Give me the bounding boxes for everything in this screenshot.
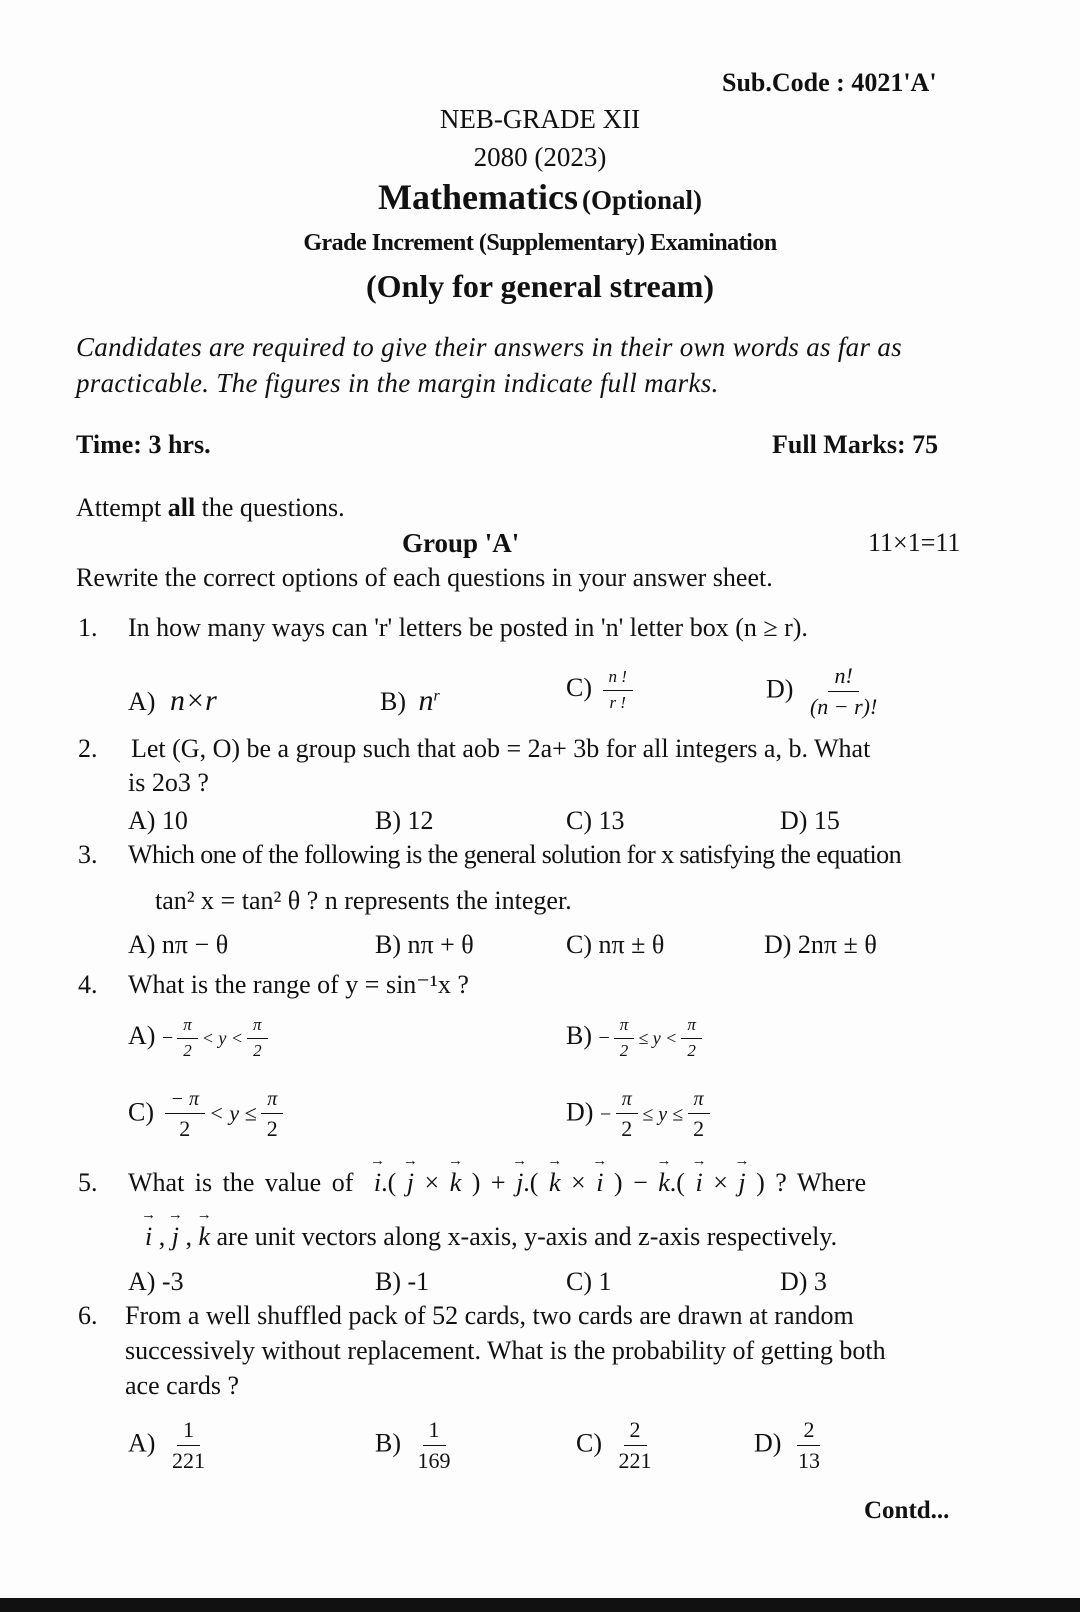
q3-option-b: B) nπ + θ: [375, 930, 474, 959]
q3-option-a: A) nπ − θ: [128, 930, 229, 959]
q4-d-den: 2: [621, 1116, 633, 1141]
q6-c-den: 221: [618, 1448, 652, 1474]
q4-b-label: B): [566, 1021, 592, 1051]
q4-b-den: 2: [619, 1040, 629, 1060]
q6-option-c: [576, 1418, 662, 1473]
q6-d-den: 13: [797, 1448, 820, 1474]
full-marks: Full Marks: 75: [772, 430, 939, 459]
time-allowed: Time: 3 hrs.: [76, 430, 211, 459]
q2-option-c: C) 13: [566, 806, 625, 835]
q6-option-a: [128, 1418, 215, 1473]
group-instruction: Rewrite the correct options of each questions in your answer sheet.: [76, 563, 773, 592]
q3-option-c: C) nπ ± θ: [566, 930, 665, 959]
q4-d-minus: −: [599, 1103, 612, 1126]
q4-c-den: 2: [179, 1116, 191, 1141]
question-1-number: 1.: [78, 613, 98, 642]
group-title: Group 'A': [402, 528, 520, 558]
group-marks: 11×1=11: [868, 528, 961, 557]
q4-c-den2: 2: [266, 1116, 278, 1141]
q6-c-label: C): [576, 1428, 602, 1458]
question-6-number: 6.: [78, 1301, 98, 1330]
q6-b-label: B): [375, 1428, 401, 1458]
q1-d-denominator: (n − r)!: [809, 694, 878, 720]
question-2-number: 2.: [78, 734, 98, 763]
question-3-line-2: tan² x = tan² θ ? n represents the integer.: [155, 886, 572, 915]
q3-option-d: D) 2nπ ± θ: [764, 930, 877, 959]
attempt-pre: Attempt: [76, 493, 168, 522]
q4-c-relation: < y ≤: [209, 1100, 257, 1126]
q1-b-base: n: [418, 684, 434, 717]
q5-option-a: A) -3: [128, 1267, 184, 1296]
q1-c-label: C): [566, 673, 592, 703]
q6-d-label: D): [754, 1428, 782, 1458]
q4-d-relation: ≤ y ≤: [642, 1103, 684, 1126]
question-5-line-1: [128, 1168, 866, 1198]
q4-d-label: D): [566, 1097, 594, 1127]
board-title: NEB-GRADE XII: [439, 104, 641, 134]
q6-b-den: 169: [417, 1448, 451, 1474]
q1-d-numerator: n!: [828, 664, 858, 692]
q5-option-c: C) 1: [566, 1267, 612, 1296]
q1-option-d: [766, 664, 887, 719]
q1-a-label: A): [128, 687, 156, 716]
q1-d-label: D): [766, 674, 794, 704]
q1-c-numerator: n !: [603, 668, 633, 691]
question-6-line-3: ace cards ?: [125, 1371, 240, 1400]
attempt-bold: all: [167, 493, 196, 522]
q1-option-a: [128, 684, 217, 718]
q6-a-num: 1: [177, 1418, 200, 1446]
q5-unit-vectors: → i , → j , → k: [145, 1222, 210, 1251]
bottom-edge-bar: [0, 1598, 1080, 1612]
subject-note: (Optional): [581, 185, 702, 215]
q5-pre-text: What is the value of: [128, 1168, 354, 1197]
q4-a-label: A): [128, 1021, 156, 1051]
q5-post-text: ? Where: [775, 1168, 867, 1197]
q1-c-denominator: r !: [609, 692, 626, 712]
q4-option-d: [566, 1088, 714, 1141]
q6-option-b: [375, 1418, 461, 1473]
instructions-line-1: Candidates are required to give their answers in their own words as far as: [76, 332, 902, 362]
q4-c-label: C): [128, 1097, 154, 1127]
q1-a-text: n×r: [169, 684, 217, 717]
question-4-number: 4.: [78, 970, 98, 999]
q5-line-2-text: are unit vectors along x-axis, y-axis and z-axis respectively.: [216, 1222, 838, 1251]
question-5-line-2: [145, 1222, 837, 1252]
question-6-line-1: From a well shuffled pack of 52 cards, two cards are drawn at random: [125, 1301, 854, 1330]
q4-d-den2: 2: [693, 1116, 705, 1141]
q4-option-b: [566, 1016, 706, 1060]
q1-b-label: B): [380, 687, 406, 716]
q4-option-a: [128, 1016, 272, 1060]
q4-d-num2: π: [688, 1088, 710, 1114]
q6-a-den: 221: [171, 1448, 205, 1474]
q2-option-a: A) 10: [128, 806, 188, 835]
q2-option-b: B) 12: [375, 806, 434, 835]
q1-option-b: [380, 684, 440, 718]
q4-b-num2: π: [681, 1016, 702, 1039]
q6-a-label: A): [128, 1428, 156, 1458]
q6-c-num: 2: [624, 1418, 647, 1446]
q6-d-num: 2: [797, 1418, 820, 1446]
question-6-line-2: successively without replacement. What is the probability of getting both: [125, 1336, 886, 1365]
q4-a-den: 2: [183, 1040, 192, 1060]
q5-vector-expression: → i.( → j × → k ) + → j.( → k × → i ) − → k.( → i × → j ): [374, 1168, 765, 1197]
q4-a-num: π: [177, 1016, 198, 1039]
q4-b-den2: 2: [687, 1040, 696, 1060]
q4-c-num: − π: [165, 1088, 206, 1114]
instructions-line-2: practicable. The figures in the margin indicate full marks.: [76, 368, 719, 398]
exam-name: Grade Increment (Supplementary) Examination: [303, 230, 777, 256]
q4-b-relation: ≤ y <: [638, 1028, 678, 1049]
q4-b-num: π: [614, 1016, 635, 1039]
q4-b-minus: −: [598, 1027, 610, 1050]
q4-a-minus: −: [161, 1027, 174, 1050]
q5-option-d: D) 3: [780, 1267, 827, 1296]
attempt-instruction: [76, 493, 345, 523]
question-4-text: What is the range of y = sin⁻¹x ?: [128, 970, 469, 999]
q1-b-sup: r: [433, 687, 440, 705]
stream-note: (Only for general stream): [365, 268, 715, 304]
question-3-line-1: Which one of the following is the general solution for x satisfying the equation: [128, 840, 901, 869]
q4-a-den2: 2: [253, 1040, 262, 1060]
q6-b-num: 1: [423, 1418, 446, 1446]
question-1-text: In how many ways can 'r' letters be posted in 'n' letter box (n ≥ r).: [128, 613, 808, 642]
question-2-line-2: is 2o3 ?: [128, 768, 209, 797]
subject-heading: [0, 176, 1080, 218]
question-5-number: 5.: [78, 1168, 98, 1197]
q1-option-c: [566, 668, 637, 712]
q4-option-c: [128, 1088, 288, 1141]
q4-c-num2: π: [261, 1088, 283, 1114]
q4-a-num2: π: [247, 1016, 268, 1039]
attempt-post: the questions.: [195, 493, 345, 522]
continued-note: Contd...: [864, 1497, 950, 1524]
sub-code: Sub.Code : 4021'A': [722, 68, 937, 97]
exam-year: 2080 (2023): [473, 142, 607, 172]
question-3-number: 3.: [78, 840, 98, 869]
question-2-line-1: Let (G, O) be a group such that aob = 2a+ 3b for all integers a, b. What: [131, 734, 871, 763]
q6-option-d: [754, 1418, 830, 1473]
q4-a-relation: < y <: [201, 1028, 244, 1049]
q4-d-num: π: [616, 1088, 638, 1114]
q2-option-d: D) 15: [780, 806, 840, 835]
subject-title: Mathematics: [378, 177, 578, 217]
q5-option-b: B) -1: [375, 1267, 430, 1296]
